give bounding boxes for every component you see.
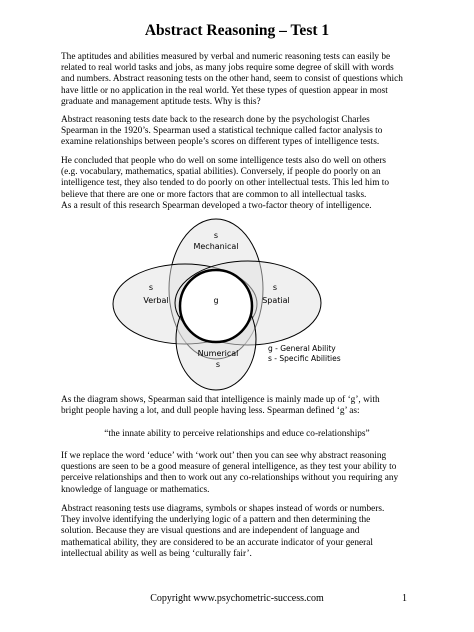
- text-line: bright people having a lot, and dull people having less. Spearman defined ‘g’ as:: [61, 406, 360, 417]
- text-line: intelligence test, they also tended to do poorly on other intellectual tests. This led him to: [61, 178, 389, 189]
- page-title: Abstract Reasoning – Test 1: [144, 22, 330, 39]
- spatial-s-label: s: [272, 283, 278, 292]
- text-line: As a result of this research Spearman developed a two-factor theory of intelligence.: [61, 200, 372, 211]
- text-line: (e.g. vocabulary, mathematics, spatial abilities). Conversely, if people do poorly on an: [61, 167, 381, 178]
- text-line: Spearman in the 1920’s. Spearman used a statistical technique called factor analysis to: [61, 126, 383, 137]
- legend-specific-abilities: s - Specific Abilities: [268, 354, 341, 363]
- mechanical-label: Mechanical: [193, 242, 239, 251]
- text-line: They involve identifying the underlying logic of a pattern and then determining the: [61, 515, 371, 526]
- text-line: graduate and management aptitude tests. Why is this?: [61, 96, 261, 107]
- paragraph-educe: [61, 451, 421, 496]
- paragraph-abstract-tests: [61, 504, 421, 560]
- text-line: related to real world tasks and jobs, as many jobs require some degree of skill with words: [61, 63, 394, 74]
- numerical-s-label: s: [215, 360, 221, 369]
- spatial-label: Spatial: [262, 296, 290, 305]
- general-g-label: g: [213, 296, 219, 305]
- text-line: knowledge of language or mathematics.: [61, 484, 210, 495]
- text-line: As the diagram shows, Spearman said that intelligence is mainly made up of ‘g’, with: [61, 395, 380, 405]
- text-line: Abstract reasoning tests date back to the research done by the psychologist Charles: [61, 115, 370, 125]
- verbal-label: Verbal: [143, 296, 169, 305]
- text-line: intellectual ability as well as being ‘culturally fair’.: [61, 548, 252, 559]
- text-line: have little or no application in the real world. Yet these types of question appear in most: [61, 85, 388, 96]
- text-line: The aptitudes and abilities measured by verbal and numeric reasoning tests can easily be: [61, 52, 391, 62]
- text-line: and numbers. Abstract reasoning tests on the other hand, seem to consist of questions which: [61, 74, 403, 85]
- paragraph-diagram-explanation: [61, 395, 421, 417]
- copyright-footer: Copyright www.psychometric-success.com: [150, 593, 324, 604]
- text-line: mathematical ability, they are considered to be an accurate indicator of your general: [61, 537, 373, 548]
- numerical-label: Numerical: [197, 349, 239, 358]
- text-line: Abstract reasoning tests use diagrams, symbols or shapes instead of words or numbers.: [61, 504, 385, 514]
- g-definition-quote: “the innate ability to perceive relationships and educe co-relationships”: [104, 429, 370, 439]
- text-line: perceive relationships and then to work out any co-relationships without you requiring any: [61, 473, 399, 484]
- text-line: If we replace the word ‘educe’ with ‘work out’ then you can see why abstract reasoning: [61, 451, 387, 461]
- text-line: examine relationships between people’s scores on different types of intelligence tests.: [61, 137, 380, 148]
- text-line: solution. Because they are visual questions and are independent of language and: [61, 526, 360, 537]
- page-number: 1: [402, 593, 407, 604]
- verbal-s-label: s: [148, 283, 154, 292]
- legend-general-ability: g - General Ability: [268, 344, 336, 353]
- mechanical-s-label: s: [213, 231, 219, 240]
- text-line: questions are seen to be a good measure of general intelligence, as they test your ability to: [61, 462, 397, 473]
- text-line: believe that there are one or more factors that are common to all intellectual tasks.: [61, 189, 367, 200]
- general-ability-circle: [180, 270, 252, 342]
- text-line: He concluded that people who do well on some intelligence tests also do well on others: [61, 156, 387, 166]
